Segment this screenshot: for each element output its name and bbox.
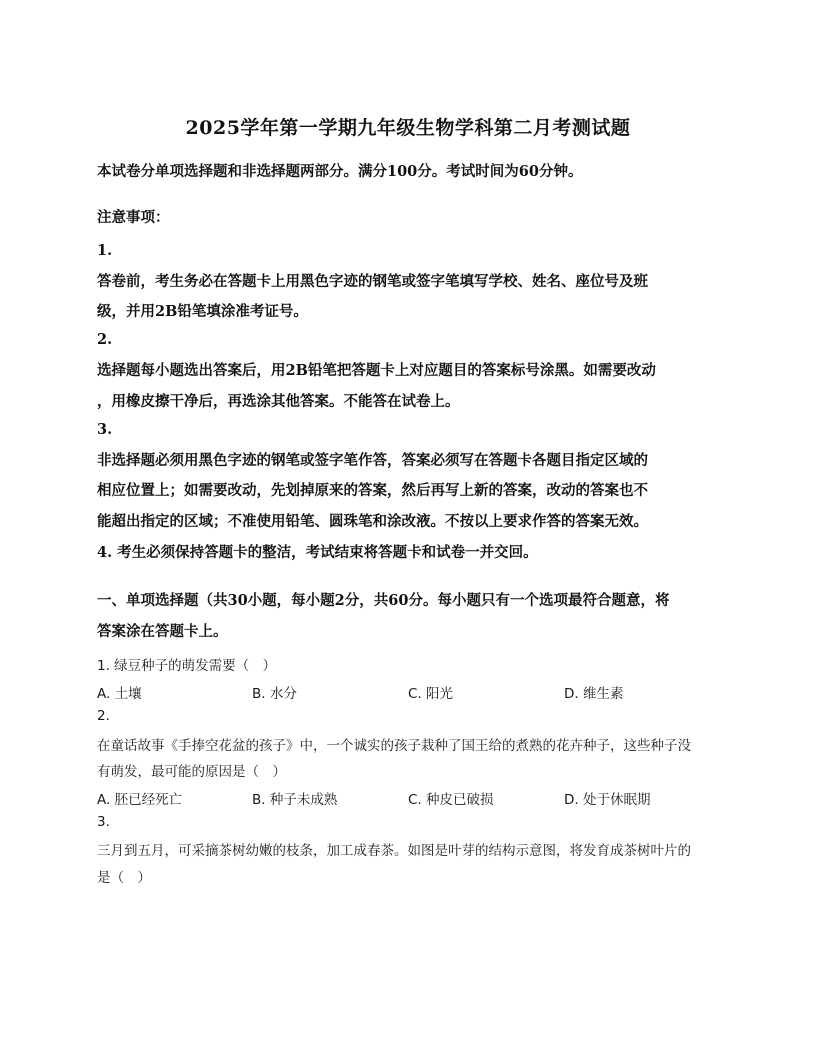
exam-intro: 本试卷分单项选择题和非选择题两部分。满分100分。考试时间为60分钟。 (97, 163, 583, 180)
question-1-option-b: B. 水分 (252, 686, 297, 702)
note-3-line-2: 相应位置上；如需要改动，先划掉原来的答案，然后再写上新的答案，改动的答案也不 (97, 482, 648, 499)
question-1-stem: 1. 绿豆种子的萌发需要（ ） (97, 658, 277, 674)
question-2-option-a: A. 胚已经死亡 (97, 792, 183, 808)
question-3-stem-line-1: 三月到五月，可采摘茶树幼嫩的枝条，加工成春茶。如图是叶芽的结构示意图，将发育成茶树叶片的 (97, 843, 691, 859)
question-3-number: 3. (97, 814, 110, 830)
question-1-option-a: A. 土壤 (97, 686, 142, 702)
note-3-line-1: 非选择题必须用黑色字迹的钢笔或签字笔作答，答案必须写在答题卡各题目指定区域的 (97, 452, 648, 469)
question-2-option-d: D. 处于休眠期 (564, 792, 651, 808)
exam-title: 2025学年第一学期九年级生物学科第二月考测试题 (185, 117, 631, 139)
note-4-line-1: 4. 考生必须保持答题卡的整洁，考试结束将答题卡和试卷一并交回。 (97, 544, 538, 561)
question-2-option-c: C. 种皮已破损 (408, 792, 494, 808)
question-2-stem-line-1: 在童话故事《手捧空花盆的孩子》中，一个诚实的孩子栽种了国王给的煮熟的花卉种子，这些种子没 (97, 738, 691, 754)
question-1-option-d: D. 维生素 (564, 686, 624, 702)
note-1-number: 1. (97, 242, 113, 259)
note-3-line-3: 能超出指定的区域；不准使用铅笔、圆珠笔和涂改液。不按以上要求作答的答案无效。 (97, 513, 648, 530)
notes-heading: 注意事项： (97, 209, 170, 226)
section-1-heading-line-2: 答案涂在答题卡上。 (97, 623, 228, 640)
question-2-number: 2. (97, 708, 110, 724)
question-1-option-c: C. 阳光 (408, 686, 454, 702)
note-3-number: 3. (97, 421, 113, 438)
note-2-number: 2. (97, 331, 113, 348)
note-2-line-1: 选择题每小题选出答案后，用2B铅笔把答题卡上对应题目的答案标号涂黑。如需要改动 (97, 362, 656, 379)
section-1-heading-line-1: 一、单项选择题（共30小题，每小题2分，共60分。每小题只有一个选项最符合题意，将 (97, 592, 670, 609)
note-1-line-1: 答卷前，考生务必在答题卡上用黑色字迹的钢笔或签字笔填写学校、姓名、座位号及班 (97, 273, 648, 290)
note-2-line-2: ，用橡皮擦干净后，再选涂其他答案。不能答在试卷上。 (97, 393, 460, 410)
note-1-line-2: 级，并用2B铅笔填涂准考证号。 (97, 303, 308, 320)
question-2-option-b: B. 种子未成熟 (252, 792, 338, 808)
question-3-stem-line-2: 是（ ） (97, 870, 151, 886)
question-2-stem-line-2: 有萌发，最可能的原因是（ ） (97, 764, 286, 780)
